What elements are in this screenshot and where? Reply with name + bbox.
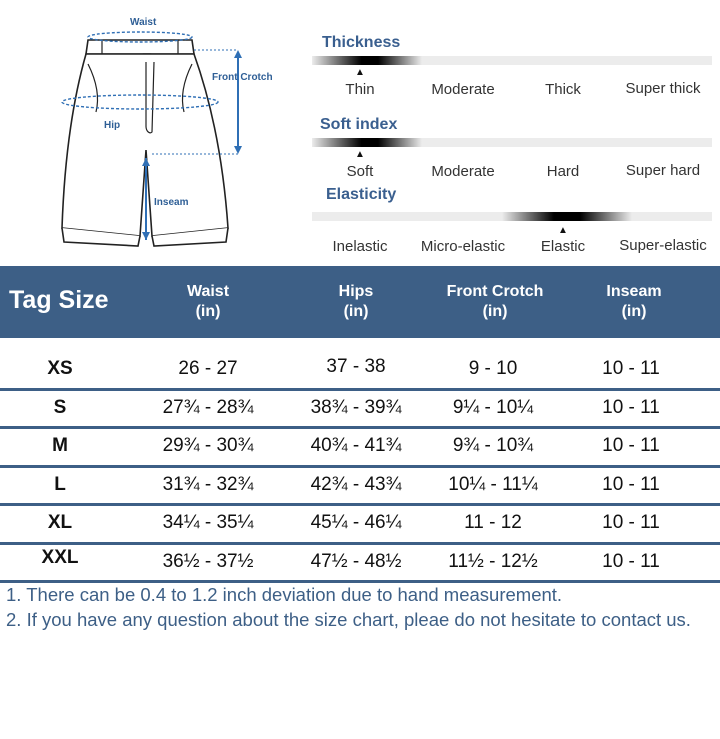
cell-waist: 29¾ - 30¾ (162, 435, 254, 456)
cell-front-crotch: 9¼ - 10¼ (452, 396, 534, 418)
thickness-label-thin: Thin (345, 81, 375, 98)
front-crotch-label: Front Crotch (212, 72, 273, 83)
waist-label: Waist (130, 17, 157, 28)
elasticity-label-inelastic: Inelastic (332, 238, 388, 255)
thickness-bar (312, 56, 712, 65)
cell-inseam: 10 - 11 (602, 435, 660, 456)
header-waist-unit: (in) (195, 303, 221, 320)
header-hips (286, 282, 426, 322)
cell-hips: 47½ - 48½ (310, 550, 402, 572)
cell-size: XS (47, 358, 73, 379)
note-deviation: 1. There can be 0.4 to 1.2 inch deviation due to hand measurement. (6, 584, 563, 605)
note-contact: 2. If you have any question about the size chart, pleae do not hesitate to contact us. (6, 609, 691, 630)
header-waist-label: Waist (186, 283, 230, 300)
cell-front-crotch: 9 - 10 (468, 358, 518, 379)
cell-inseam: 10 - 11 (602, 473, 660, 495)
header-inseam (564, 282, 704, 322)
shorts-measurement-diagram (0, 0, 300, 262)
size-chart-notes (6, 582, 691, 632)
inseam-label: Inseam (154, 197, 189, 208)
table-row (0, 391, 720, 430)
soft-index-label-soft: Soft (346, 163, 374, 180)
elasticity-label-elastic: Elastic (540, 238, 586, 255)
cell-size: XL (47, 512, 73, 533)
cell-inseam: 10 - 11 (602, 512, 660, 533)
elasticity-marker-icon: ▲ (558, 225, 568, 236)
cell-front-crotch: 11½ - 12½ (448, 550, 538, 572)
header-inseam-unit: (in) (621, 303, 647, 320)
cell-front-crotch: 9¾ - 10¾ (452, 435, 534, 456)
cell-waist: 26 - 27 (178, 358, 238, 379)
hip-label: Hip (104, 120, 121, 131)
cell-size: XXL (41, 546, 79, 568)
table-row (0, 352, 720, 391)
table-row (0, 545, 720, 584)
cell-hips: 40¾ - 41¾ (310, 435, 402, 456)
shorts-outline-icon (0, 0, 300, 262)
table-row (0, 506, 720, 545)
cell-inseam: 10 - 11 (602, 550, 660, 572)
elasticity-label-super-elastic: Super-elastic (619, 237, 707, 254)
soft-index-marker-icon: ▲ (355, 149, 365, 160)
header-waist (138, 282, 278, 322)
cell-front-crotch: 10¼ - 11¼ (448, 473, 538, 495)
cell-size: M (52, 435, 68, 456)
soft-index-title: Soft index (320, 116, 398, 133)
header-front-crotch (425, 282, 565, 322)
table-row (0, 468, 720, 507)
fabric-meters (310, 0, 720, 262)
cell-hips: 38¾ - 39¾ (310, 396, 402, 418)
cell-front-crotch: 11 - 12 (464, 512, 522, 533)
cell-hips: 45¼ - 46¼ (310, 512, 402, 533)
elasticity-title: Elasticity (326, 186, 397, 203)
header-front-crotch-unit: (in) (482, 303, 508, 320)
soft-index-label-moderate: Moderate (431, 163, 495, 180)
thickness-label-moderate: Moderate (431, 81, 495, 98)
thickness-marker-icon: ▲ (355, 67, 365, 78)
cell-inseam: 10 - 11 (602, 396, 660, 418)
thickness-label-super-thick: Super thick (625, 80, 701, 97)
cell-size: L (54, 473, 66, 495)
cell-size: S (53, 396, 67, 418)
cell-hips: 37 - 38 (326, 356, 386, 377)
table-row (0, 429, 720, 468)
header-tag-size: Tag Size (9, 286, 109, 314)
cell-waist: 34¼ - 35¼ (162, 512, 254, 533)
header-hips-unit: (in) (343, 303, 369, 320)
header-hips-label: Hips (338, 283, 374, 300)
soft-index-label-hard: Hard (546, 163, 580, 180)
size-table-header (0, 266, 720, 338)
elasticity-label-micro-elastic: Micro-elastic (420, 238, 506, 255)
thickness-label-thick: Thick (545, 81, 581, 98)
size-table (0, 352, 720, 583)
cell-waist: 27¾ - 28¾ (162, 396, 254, 418)
soft-index-bar (312, 138, 712, 147)
cell-waist: 31¾ - 32¾ (162, 473, 254, 495)
cell-waist: 36½ - 37½ (162, 550, 254, 572)
header-front-crotch-label: Front Crotch (446, 283, 544, 300)
cell-inseam: 10 - 11 (602, 358, 660, 379)
cell-hips: 42¾ - 43¾ (310, 473, 402, 495)
soft-index-label-super-hard: Super hard (625, 162, 701, 179)
elasticity-bar (312, 212, 712, 221)
thickness-title: Thickness (322, 34, 401, 51)
header-inseam-label: Inseam (606, 283, 662, 300)
